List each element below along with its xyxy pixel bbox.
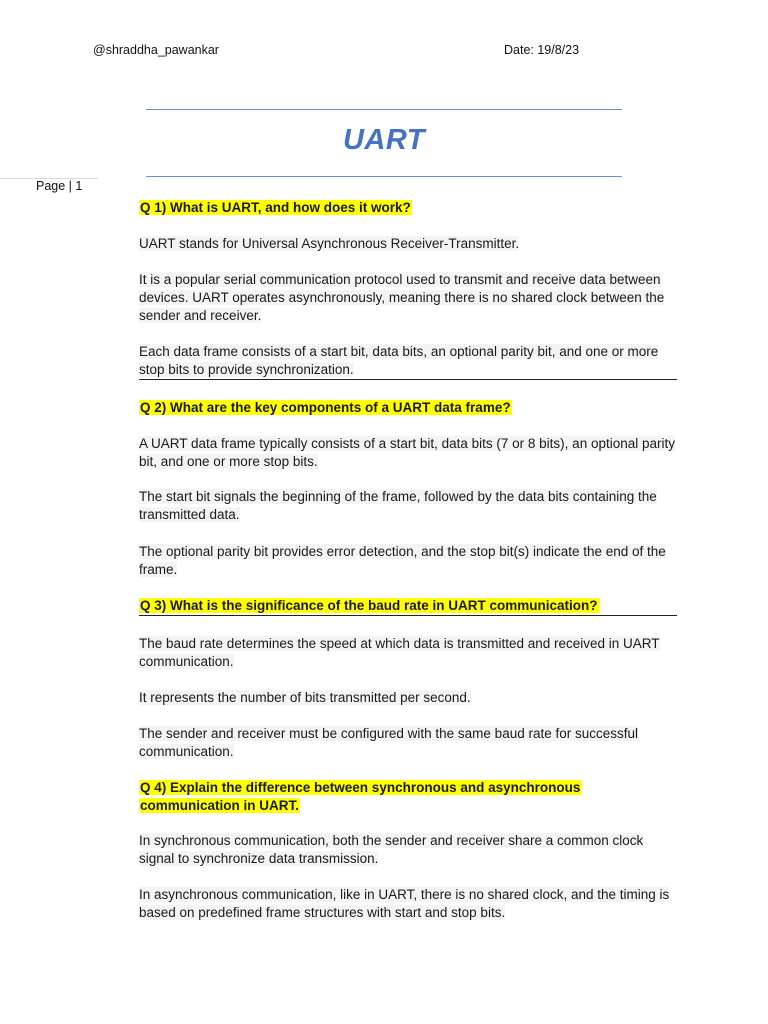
title-top-rule bbox=[146, 109, 622, 110]
question-4-text-line-2: communication in UART. bbox=[140, 798, 300, 813]
section-divider bbox=[139, 379, 677, 380]
question-1-text: Q 1) What is UART, and how does it work? bbox=[140, 200, 411, 215]
question-2 bbox=[139, 399, 512, 417]
question-3 bbox=[139, 597, 599, 615]
answer-2-paragraph-1 bbox=[139, 435, 679, 471]
answer-1-paragraph-3 bbox=[139, 343, 679, 379]
question-2-text: Q 2) What are the key components of a UART data frame? bbox=[140, 400, 511, 415]
question-4 bbox=[139, 779, 581, 815]
question-1 bbox=[139, 199, 412, 217]
paragraph-text: It represents the number of bits transmitted per second. bbox=[139, 690, 471, 705]
answer-2-paragraph-3 bbox=[139, 543, 679, 579]
section-divider bbox=[139, 615, 677, 616]
document-title: UART bbox=[342, 124, 426, 156]
question-4-text-line-1: Q 4) Explain the difference between synchronous and asynchronous bbox=[140, 780, 581, 795]
page-number: Page | 1 bbox=[36, 179, 83, 193]
paragraph-text: It is a popular serial communication protocol used to transmit and receive data between devices. UART operates asynchronously, meaning there is no shared clock between the sender and receiver. bbox=[139, 272, 665, 323]
answer-4-paragraph-2 bbox=[139, 886, 679, 922]
answer-2-paragraph-2 bbox=[139, 488, 679, 524]
question-3-text: Q 3) What is the significance of the baud rate in UART communication? bbox=[140, 598, 598, 613]
answer-1-paragraph-2 bbox=[139, 271, 679, 325]
paragraph-text: The baud rate determines the speed at which data is transmitted and received in UART communication. bbox=[139, 636, 660, 669]
answer-3-paragraph-2 bbox=[139, 689, 679, 707]
paragraph-text: In asynchronous communication, like in UART, there is no shared clock, and the timing is based on predefined frame structures with start and stop bits. bbox=[139, 887, 670, 920]
title-bottom-rule bbox=[146, 176, 622, 177]
paragraph-text: The optional parity bit provides error detection, and the stop bit(s) indicate the end of the frame. bbox=[139, 544, 666, 577]
answer-4-paragraph-1 bbox=[139, 832, 679, 868]
answer-1-paragraph-1 bbox=[139, 235, 679, 253]
paragraph-text: UART stands for Universal Asynchronous Receiver-Transmitter. bbox=[139, 236, 520, 251]
answer-3-paragraph-3 bbox=[139, 725, 679, 761]
paragraph-text: A UART data frame typically consists of a start bit, data bits (7 or 8 bits), an optional parity bit, and one or more stop bits. bbox=[139, 436, 675, 469]
author-handle: @shraddha_pawankar bbox=[93, 43, 219, 57]
paragraph-text: Each data frame consists of a start bit, data bits, an optional parity bit, and one or more stop bits to provide synchronization. bbox=[139, 344, 659, 377]
paragraph-text: The sender and receiver must be configured with the same baud rate for successful communication. bbox=[139, 726, 639, 759]
document-date: Date: 19/8/23 bbox=[504, 43, 580, 57]
paragraph-text: In synchronous communication, both the sender and receiver share a common clock signal to synchronize data transmission. bbox=[139, 833, 644, 866]
paragraph-text: The start bit signals the beginning of the frame, followed by the data bits containing the transmitted data. bbox=[139, 489, 657, 522]
answer-3-paragraph-1 bbox=[139, 635, 679, 671]
